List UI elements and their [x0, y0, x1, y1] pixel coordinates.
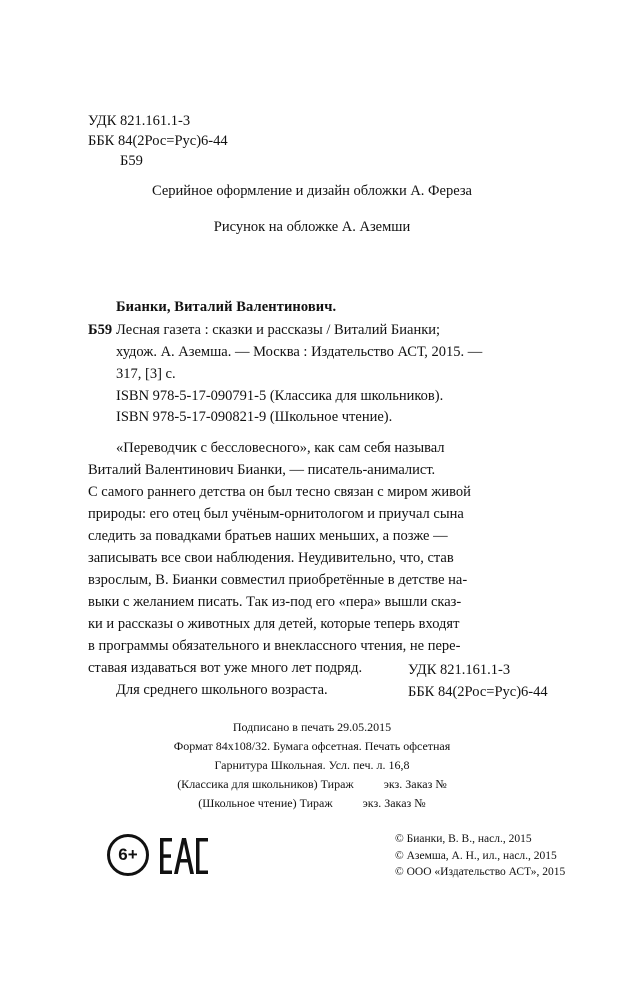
cover-art-credit: Рисунок на обложке А. Аземши — [213, 219, 411, 235]
print-line: (Школьное чтение) Тираж экз. Заказ № — [198, 796, 426, 810]
bib-line: Лесная газета : сказки и рассказы / Виталий Бианки; — [116, 322, 441, 338]
annotation-line: в программы обязательного и внеклассного чтения, не пере- — [88, 638, 461, 654]
isbn-list — [116, 386, 443, 428]
udk-code: УДК 821.161.1-3 — [88, 113, 191, 129]
bbk-code-bottom: ББК 84(2Рос=Рус)6-44 — [408, 684, 548, 700]
annotation-line: ки и рассказы о животных для детей, которые теперь входят — [88, 616, 460, 632]
annotation-line: взрослым, В. Бианки совместил приобретённые в детстве на- — [88, 572, 468, 588]
bib-description — [116, 319, 560, 385]
print-line: Гарнитура Школьная. Усл. печ. л. 16,8 — [214, 758, 410, 772]
copyright-line: © Аземша, А. Н., ил., насл., 2015 — [395, 849, 557, 862]
copyright-line: © Бианки, В. В., насл., 2015 — [395, 833, 532, 845]
bib-line: 317, [3] с. — [116, 366, 176, 382]
annotation-line: ставая издаваться вот уже много лет подряд. — [88, 660, 363, 676]
udk-code-bottom: УДК 821.161.1-3 — [408, 662, 511, 678]
isbn-line: ISBN 978-5-17-090821-9 (Школьное чтение). — [116, 409, 393, 425]
age-rating-badge: 6+ — [107, 834, 149, 876]
classification-codes-bottom — [408, 659, 548, 703]
classification-codes-top — [88, 111, 228, 171]
annotation-line: природы: его отец был учёным-орнитологом и приучал сына — [88, 506, 464, 522]
bib-line: худож. А. Аземша. — Москва : Издательство АСТ, 2015. — — [116, 344, 483, 360]
annotation-line: «Переводчик с бессловесного», как сам себя называл — [116, 440, 445, 456]
print-info — [0, 718, 624, 813]
eac-conformity-icon — [159, 837, 209, 875]
series-design-credit: Серийное оформление и дизайн обложки А. Фереза — [152, 183, 472, 199]
author-mark: Б59 — [120, 153, 143, 169]
annotation-line: С самого раннего детства он был тесно связан с миром живой — [88, 484, 471, 500]
annotation-line: Виталий Валентинович Бианки, — писатель-анималист. — [88, 462, 436, 478]
print-line: (Классика для школьников) Тираж экз. Заказ № — [177, 777, 447, 791]
print-line: Формат 84x108/32. Бумага офсетная. Печать офсетная — [173, 739, 451, 753]
author-heading: Бианки, Виталий Валентинович. — [116, 299, 337, 315]
copyright-line: © ООО «Издательство АСТ», 2015 — [395, 866, 566, 878]
copyright-block — [395, 831, 565, 881]
age-note: Для среднего школьного возраста. — [116, 682, 328, 698]
print-line: Подписано в печать 29.05.2015 — [232, 720, 392, 734]
annotation-line: следить за повадками братьев наших меньших, а позже — — [88, 528, 448, 544]
bbk-code: ББК 84(2Рос=Рус)6-44 — [88, 133, 228, 149]
annotation-line: записывать все свои наблюдения. Неудивительно, что, став — [88, 550, 454, 566]
bib-author-mark: Б59 — [88, 322, 113, 338]
isbn-line: ISBN 978-5-17-090791-5 (Классика для школьников). — [116, 388, 444, 404]
annotation-line: выки с желанием писать. Так из-под его «пера» вышли сказ- — [88, 594, 462, 610]
